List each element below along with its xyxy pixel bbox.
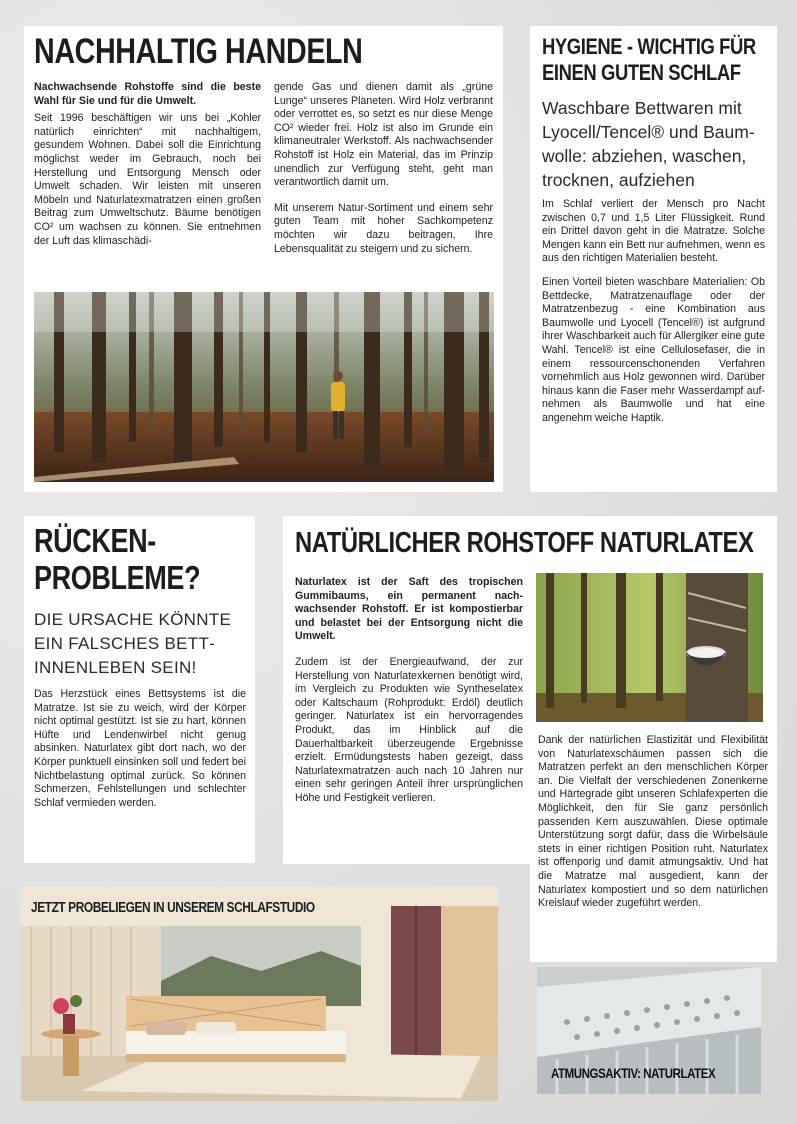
heading-ruecken: RÜCKEN- PROBLEME?: [34, 522, 201, 596]
heading-nachhaltig: NACHHALTIG HANDELN: [34, 32, 363, 71]
paragraph: Mit unserem Natur-Sortiment und einem sehr guten Team mit hoher Sachkompetenz möchten wir dazu beitragen, Ihre Lebensqualität zu steigern und zu sichern.: [274, 201, 493, 255]
column-right: [274, 81, 493, 256]
body-hygiene: [542, 198, 765, 426]
caption-naturlatex: ATMUNGSAKTIV: NATURLATEX: [551, 1065, 716, 1081]
paragraph: gende Gas und dienen damit als „grüne Lunge“ unseres Planeten. Wird Holz verbrannt oder verrottet es, so setzt es nur diese Menge CO² wieder frei. Holz ist also im Grunde ein klimaneutraler Werkstoff. Als nachwachsender Rohstoff ist Holz ein Material, das im Prinzip unendlich zur Verfügung steht, geht man verantwortlich damit um.: [274, 81, 493, 189]
paragraph: Zudem ist der Energieaufwand, der zur Herstellung von Naturlatexkernen benötigt wird, im Vergleich zu Produkten wie Syntheselatex oder Kaltschaum (Rohprodukt: Erdöl) deutlich geringer. Naturlatex ist ein hervorragendes Produkt, das im Hinblick auf die Dauerhaltbarkeit überzeugende Ergebnisse erzielt. Ermüdungstests haben gezeigt, dass Naturlatexmatratzen auch nach 10 Jahren nur einen sehr geringen Anteil ihrer ursprünglichen Höhe und Festigkeit verlieren.: [295, 655, 523, 804]
paragraph: Im Schlaf verliert der Mensch pro Nacht zwischen 0,7 und 1,5 Liter Flüssigkeit. Rund ein Drittel davon geht in die Matratze. Solche Mengen kann ein Bett nur aufnehmen, wenn es aus den richtigen Materialien besteht.: [542, 198, 765, 265]
column-left: [34, 81, 261, 248]
paragraph: Das Herzstück eines Bettsystems ist die Matratze. Ist sie zu weich, wird der Körper nicht optimal gestützt. Ist sie zu hart, können Hüfte und Lendenwirbel nicht genug absinken. Naturlatex gibt dort nach, wo der Körper punktuell einsinken soll und federt bei Nichtbelastung optimal zurück. So können Schmerzen, Fehlstellungen und schlechter Schlaf vermieden werden.: [34, 688, 246, 809]
column-left: [295, 576, 523, 806]
subtitle-hygiene: Waschbare Bettwaren mit Lyocell/Tencel® und Baumwolle: abziehen, waschen, trocknen, aufziehen: [542, 98, 755, 190]
lead-text: Naturlatex ist der Saft des tropischen Gummibaums, ein permanent nachwachsender Rohstoff. Er ist kompostierbar und belastet bei der Entsorgung nicht die Umwelt.: [295, 576, 523, 643]
body-naturlatex: [538, 734, 768, 911]
section-nachhaltig: [24, 26, 503, 492]
paragraph: Seit 1996 beschäftigen wir uns bei „Kohler natürlich einrichten“ mit nachhaltigem, gesundem Wohnen. Dabei soll die Einrichtung möglichst weder im Gebrauch, noch bei Herstellung und Entsorgung Mensch oder Umwelt schaden. Wir leisten mit unseren Möbeln und Naturlatexmatratzen einen großen Beitrag zum Umweltschutz. Bäume benötigen CO² um wachsen zu können. Sie entnehmen der Luft das klimaschädi-: [34, 112, 261, 247]
subtitle-ruecken: DIE URSACHE KÖNNTE EIN FALSCHES BETTINNENLEBEN SEIN!: [34, 610, 232, 677]
paragraph: Dank der natürlichen Elastizität und Flexibilität von Naturlatexschäumen passen sich die Matratzen perfekt an den menschlichen Körper an. Die Vielfalt der verschiedenen Zonenkerne und Härtegrade gibt unseren Schlafexperten die Möglichkeit, den für Sie ganz persönlich passenden Kern auszuwählen. Diese optimale Unterstützung sorgt dafür, dass die Wirbelsäule stets in einer richtigen Position ruht. Naturlatex ist offenporig und damit atmungsaktiv. Und hat die Matratze mal ausgedient, kann der Naturlatex kompostiert und so dem natürlichen Kreislauf wieder zugeführt werden.: [538, 734, 768, 910]
forest-image: [34, 292, 494, 482]
body-ruecken: [34, 688, 246, 810]
section-naturlatex-continued: [530, 722, 777, 962]
section-hygiene: [530, 26, 777, 492]
latex-foam-image: [537, 967, 761, 1094]
section-ruecken: [24, 516, 255, 863]
heading-naturlatex: NATÜRLICHER ROHSTOFF NATURLATEX: [295, 527, 754, 559]
paragraph: Einen Vorteil bieten waschbare Materialien: Ob Bettdecke, Matratzenauflage oder der Matratzenbezug - eine Kombination aus Baumwolle und Lyocell (Tencel®) ist aufgrund ihrer Waschbarkeit auch für Allergiker eine gute Wahl. Tencel® ist eine Cellulosefaser, die in einem ressourcenschonenden Verfahren vornehmlich aus Holz gewonnen wird. Darüber hinaus kann die Faser mehr Wasserdampf aufnehmen als Baumwolle und hat eine angenehm weiche Haptik.: [542, 275, 765, 424]
schlafstudio-image: [21, 886, 498, 1101]
caption-schlafstudio: JETZT PROBELIEGEN IN UNSEREM SCHLAFSTUDIO: [31, 900, 315, 916]
rubber-tree-image: [536, 573, 763, 728]
heading-hygiene: HYGIENE - WICHTIG FÜR EINEN GUTEN SCHLAF: [542, 34, 756, 85]
lead-text: Nachwachsende Rohstoffe sind die beste Wahl für Sie und für die Umwelt.: [34, 81, 261, 107]
